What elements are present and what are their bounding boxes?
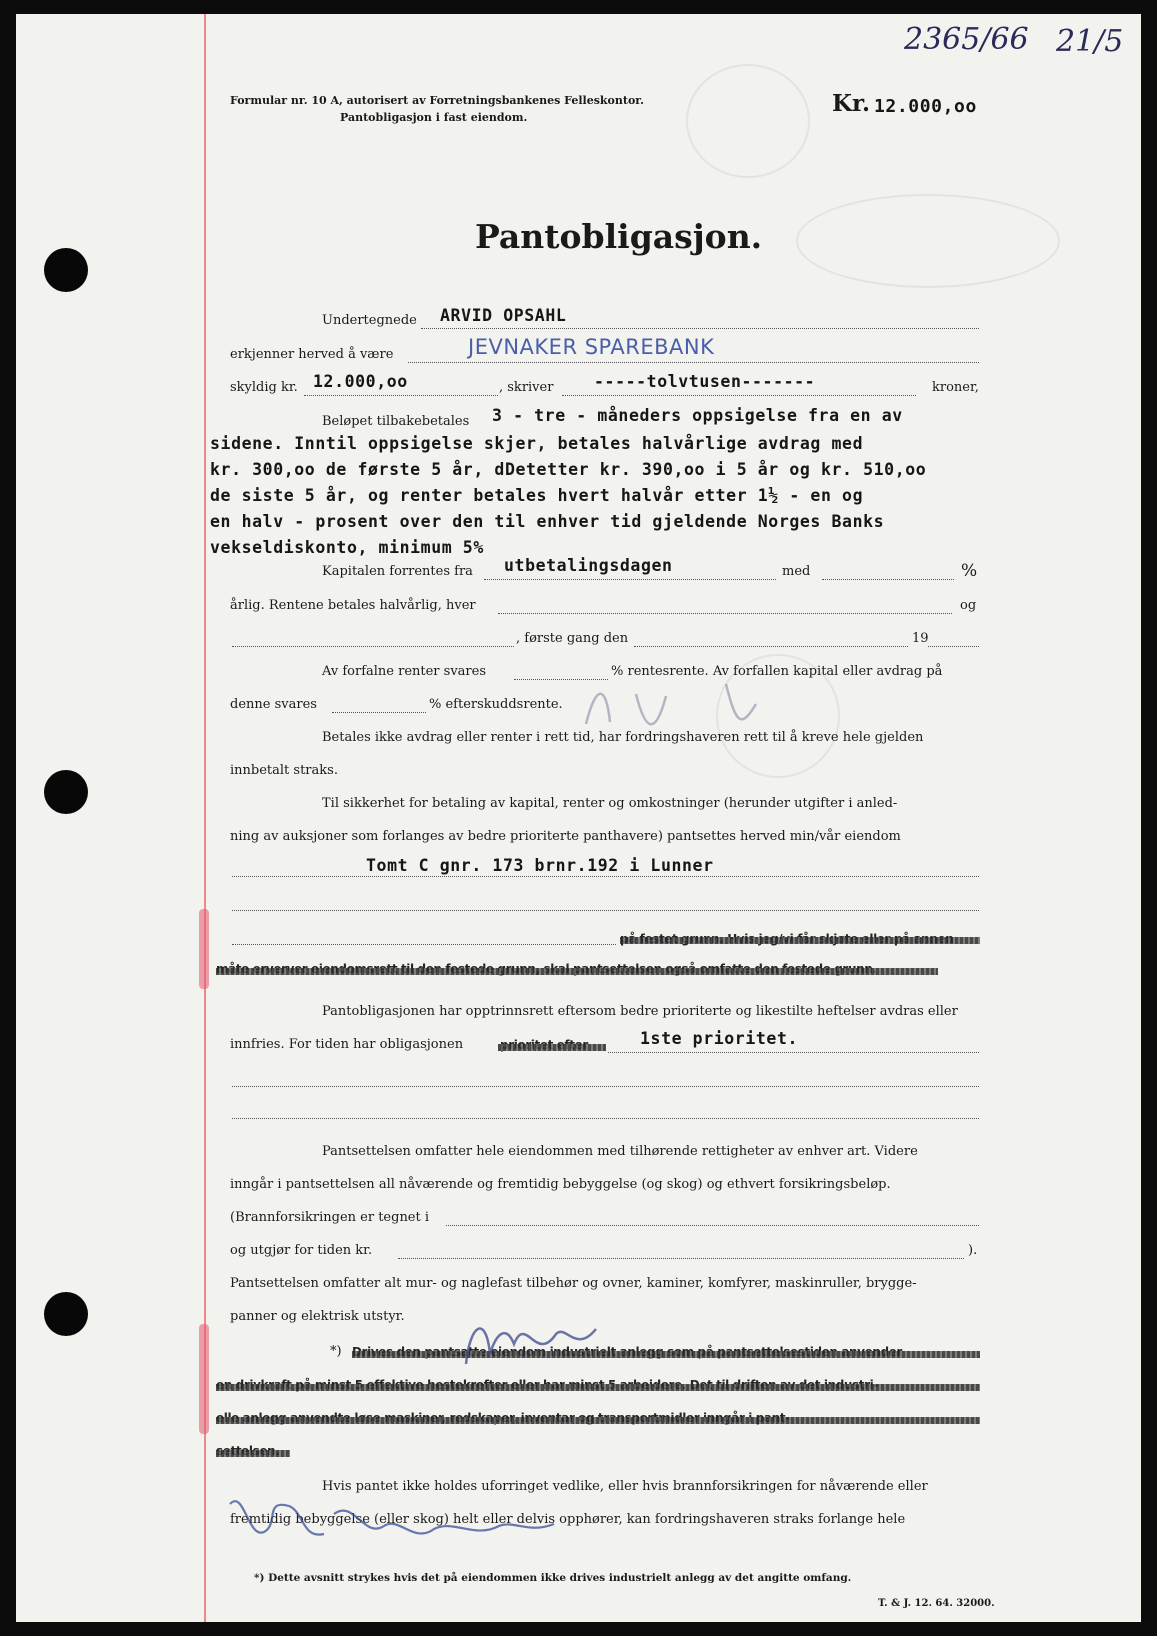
year-line <box>928 646 979 647</box>
tilbake-text-1: 3 - tre - måneders oppsigelse fra en av <box>492 406 903 425</box>
med-label: med <box>782 564 811 579</box>
priority-line <box>608 1052 979 1053</box>
brann-line <box>446 1225 979 1226</box>
denne-label: denne svares <box>230 697 317 712</box>
punch-hole <box>44 770 88 814</box>
tilbake-label: Beløpet tilbakebetales <box>322 414 470 429</box>
kr-amount: 12.000,oo <box>874 96 977 117</box>
rate-line <box>822 579 954 580</box>
betales-text-2: innbetalt straks. <box>230 763 338 778</box>
erkjenner-label: erkjenner herved å være <box>230 347 394 362</box>
tilbake-text-6: vekseldiskonto, minimum 5% <box>210 538 484 557</box>
punch-hole <box>44 1292 88 1336</box>
omfatter-end: ). <box>968 1243 978 1258</box>
strikethrough <box>216 1384 980 1391</box>
forste-line <box>634 646 908 647</box>
vedlike-text-1: Hvis pantet ikke holdes uforringet vedlike, eller hvis brannforsikringen for nåværende eller <box>322 1479 928 1494</box>
debtor-name: ARVID OPSAHL <box>440 306 567 325</box>
strikethrough <box>216 968 938 975</box>
priority-line-3 <box>232 1118 979 1119</box>
form-number: Formular nr. 10 A, autorisert av Forretningsbankenes Felleskontor. <box>230 94 644 107</box>
property-line-3 <box>232 944 616 945</box>
og-label: og <box>960 598 977 613</box>
skriver-label: , skriver <box>499 380 554 395</box>
bleed-through-mark <box>686 64 810 178</box>
forrentes-label: Kapitalen forrentes fra <box>322 564 473 579</box>
omfatter-text-4: og utgjør for tiden kr. <box>230 1243 373 1258</box>
strikethrough <box>352 1351 980 1358</box>
property-description: Tomt C gnr. 173 brnr.192 i Lunner <box>366 856 714 875</box>
forfalne-label: Av forfalne renter svares <box>322 664 486 679</box>
vedlike-text-2: fremtidig bebyggelse (eller skog) helt eller delvis opphører, kan fordringshaveren straks forlange hele <box>230 1512 906 1527</box>
opptrinn-text-1: Pantobligasjonen har opptrinnsrett eftersom bedre prioriterte og likestilte heftelser avdras eller <box>322 1004 958 1019</box>
handwritten-date: 21/5 <box>1056 24 1124 59</box>
creditor-line <box>408 362 979 363</box>
forste-label: , første gang den <box>516 631 629 646</box>
rentesrente-text: % rentesrente. Av forfallen kapital eller avdrag på <box>611 664 943 679</box>
skyldig-line <box>304 395 498 396</box>
efterskudd-line <box>332 712 426 713</box>
betales-text-1: Betales ikke avdrag eller renter i rett tid, har fordringshaveren rett til å kreve hele gjelden <box>322 730 924 745</box>
skyldig-amount: 12.000,oo <box>313 372 408 391</box>
skriver-words: -----tolvtusen------- <box>594 372 816 391</box>
undertegnede-label: Undertegnede <box>322 313 417 328</box>
tilbake-text-2: sidene. Inntil oppsigelse skjer, betales halvårlige avdrag med <box>210 434 864 453</box>
property-line-1 <box>232 876 979 877</box>
bleed-through-mark <box>796 194 1060 288</box>
document-page <box>16 14 1141 1622</box>
footnote: *) Dette avsnitt strykes hvis det på eiendommen ikke drives industrielt anlegg av det angitte omfang. <box>254 1572 852 1584</box>
percent-sign: % <box>961 561 978 581</box>
strikethrough <box>216 1450 290 1457</box>
sikkerhet-text-2: ning av auksjoner som forlanges av bedre prioriterte panthavere) pantsettes herved min/vår eiendom <box>230 829 901 844</box>
form-type: Pantobligasjon i fast eiendom. <box>340 111 528 124</box>
printer-mark: T. & J. 12. 64. 32000. <box>878 1598 995 1609</box>
mur-text-2: panner og elektrisk utstyr. <box>230 1309 405 1324</box>
forsikring-line <box>398 1258 964 1259</box>
signature <box>224 1484 564 1554</box>
handwritten-initials <box>456 1304 616 1384</box>
tilbake-text-5: en halv - prosent over den til enhver tid gjeldende Norges Banks <box>210 512 885 531</box>
skriver-line <box>562 395 916 396</box>
tilbake-text-3: kr. 300,oo de første 5 år, dDetetter kr. 390,oo i 5 år og kr. 510,oo <box>210 460 927 479</box>
arlig-line <box>498 613 952 614</box>
date-line <box>232 646 514 647</box>
year-label: 19 <box>912 631 929 646</box>
document-title: Pantobligasjon. <box>475 217 763 256</box>
forrentes-value: utbetalingsdagen <box>504 556 673 575</box>
kr-label: Kr. <box>832 90 871 117</box>
omfatter-text-2: inngår i pantsettelsen all nåværende og fremtidig bebyggelse (og skog) og ethvert forsikringsbeløp. <box>230 1177 891 1192</box>
margin-smear <box>199 909 209 989</box>
priority-value: 1ste prioritet. <box>640 1029 799 1048</box>
creditor-stamp: JEVNAKER SPAREBANK <box>468 335 715 359</box>
priority-line-2 <box>232 1086 979 1087</box>
strikethrough <box>498 1044 606 1051</box>
kroner-label: kroner, <box>932 380 979 395</box>
omfatter-text-1: Pantsettelsen omfatter hele eiendommen med tilhørende rettigheter av enhver art. Videre <box>322 1144 918 1159</box>
opptrinn-text-2: innfries. For tiden har obligasjonen <box>230 1037 464 1052</box>
tilbake-text-4: de siste 5 år, og renter betales hvert halvår etter 1½ - en og <box>210 486 864 505</box>
punch-hole <box>44 248 88 292</box>
mur-text-1: Pantsettelsen omfatter alt mur- og naglefast tilbehør og ovner, kaminer, komfyrer, maskinruller, brygge- <box>230 1276 917 1291</box>
industri-star: *) <box>330 1344 342 1359</box>
margin-smear <box>199 1324 209 1434</box>
forrentes-line <box>484 579 776 580</box>
omfatter-text-3: (Brannforsikringen er tegnet i <box>230 1210 430 1225</box>
arlig-label: årlig. Rentene betales halvårlig, hver <box>230 598 476 613</box>
undertegnede-line <box>421 328 979 329</box>
property-line-2 <box>232 910 979 911</box>
sikkerhet-text-1: Til sikkerhet for betaling av kapital, renter og omkostninger (herunder utgifter i anled- <box>322 796 898 811</box>
handwritten-reference: 2365/66 <box>904 22 1029 57</box>
strikethrough <box>216 1417 980 1424</box>
efterskudd-text: % efterskuddsrente. <box>429 697 563 712</box>
strikethrough <box>620 937 980 944</box>
skyldig-label: skyldig kr. <box>230 380 298 395</box>
